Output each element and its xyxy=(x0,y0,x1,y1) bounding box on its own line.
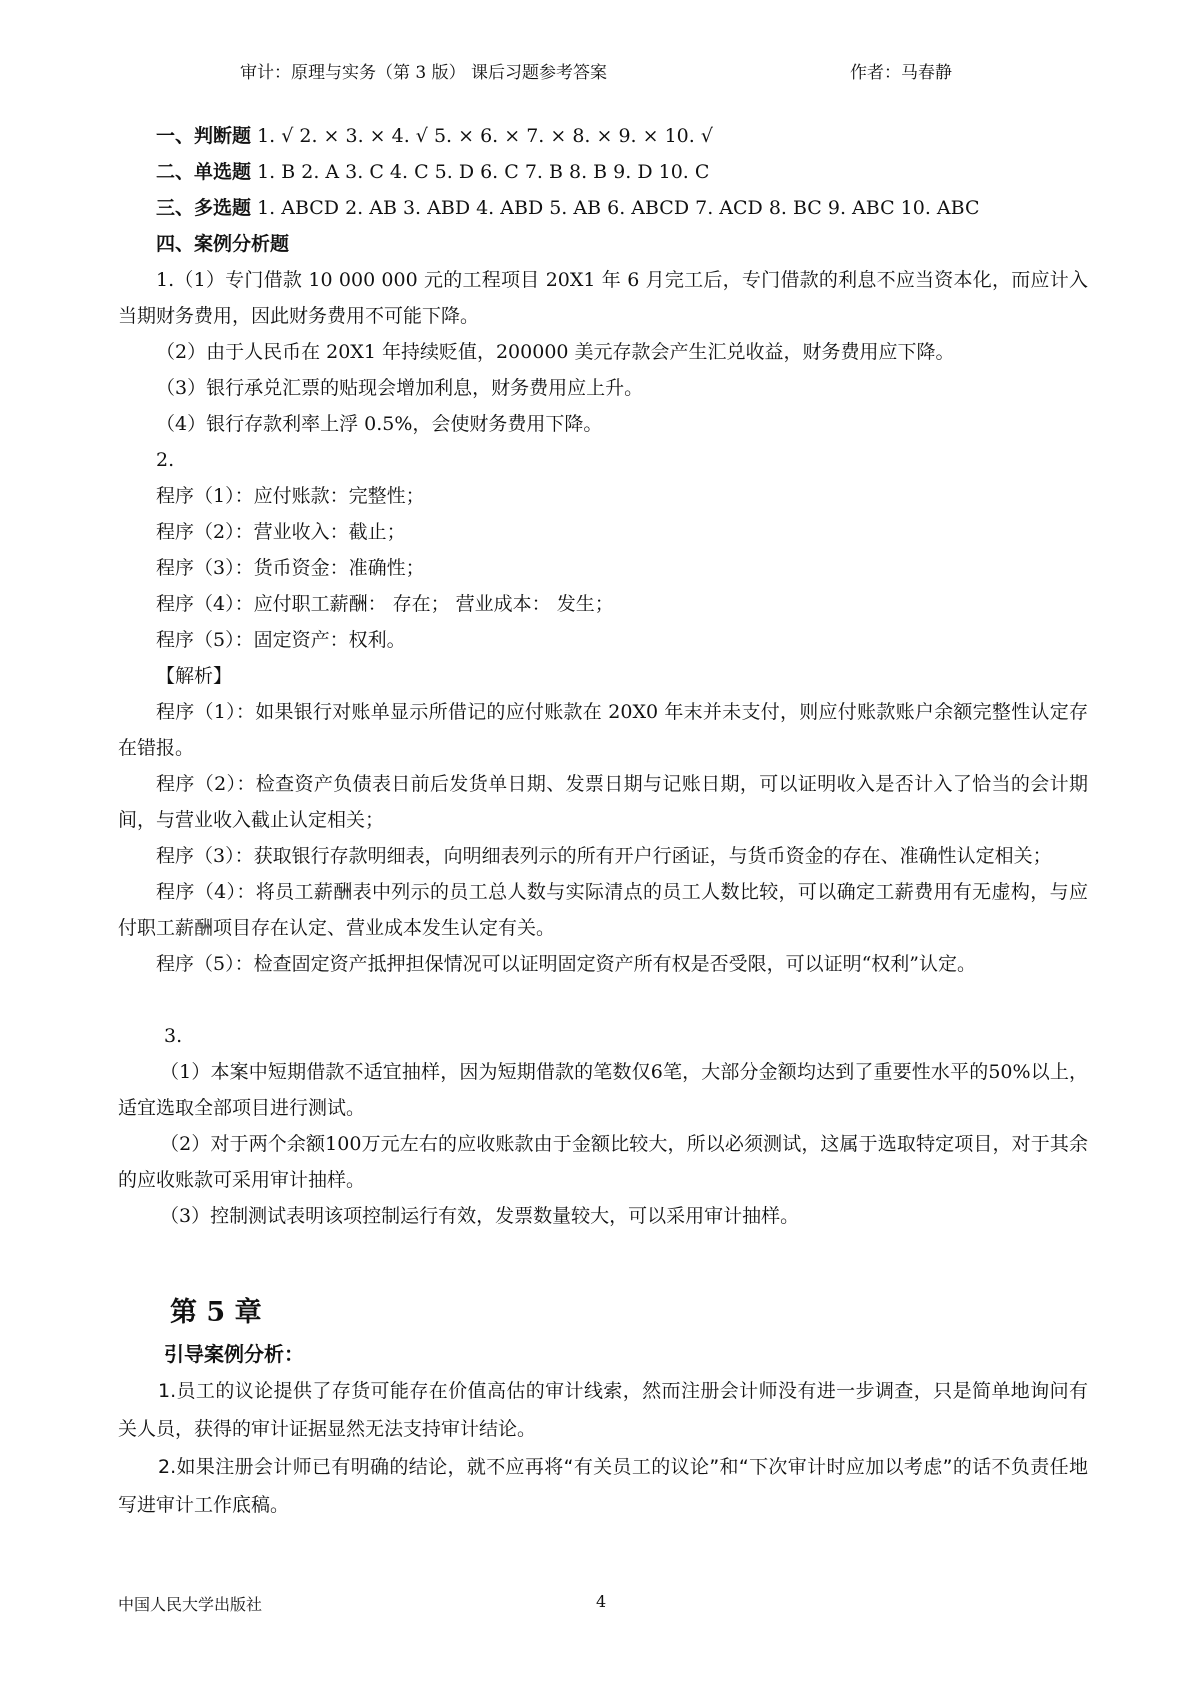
q2-item: 程序（5）：固定资产：权利。 xyxy=(156,629,406,651)
q2-analysis-paragraph: 程序（5）：检查固定资产抵押担保情况可以证明固定资产所有权是否受限，可以证明“权利”认定。 xyxy=(156,953,977,975)
judge-line xyxy=(118,118,1088,154)
q2-analysis-paragraph: 程序（3）：获取银行存款明细表，向明细表列示的所有开户行函证，与货币资金的存在、准确性认定相关； xyxy=(156,845,1052,867)
q3-paragraph-3: （3）控制测试表明该项控制运行有效，发票数量较大，可以采用审计抽样。 xyxy=(160,1205,800,1227)
multi-label: 三、多选题 xyxy=(156,197,252,219)
q2-item: 程序（1）：应付账款：完整性； xyxy=(156,485,425,507)
judge-answers: 1. √ 2. × 3. × 4. √ 5. × 6. × 7. × 8. × 9. × 10. √ xyxy=(257,125,713,147)
chapter-paragraph-1: 1.员工的议论提供了存货可能存在价值高估的审计线索，然而注册会计师没有进一步调查，只是简单地询问有关人员，获得的审计证据显然无法支持审计结论。 xyxy=(118,1380,1088,1440)
chapter-title: 第 5 章 xyxy=(170,1297,262,1328)
judge-label: 一、判断题 xyxy=(156,125,252,147)
q1-paragraph-1: 1.（1）专门借款 10 000 000 元的工程项目 20X1 年 6 月完工后，专门借款的利息不应当资本化，而应计入当期财务费用，因此财务费用不可能下降。 xyxy=(118,269,1088,327)
multi-line xyxy=(118,190,1088,226)
spacer xyxy=(118,982,1088,1018)
q2-analysis-label: 【解析】 xyxy=(156,665,233,687)
q3-paragraph-2: （2）对于两个余额100万元左右的应收账款由于金额比较大，所以必须测试，这属于选取特定项目，对于其余的应收账款可采用审计抽样。 xyxy=(118,1133,1088,1191)
document-body xyxy=(118,118,1088,1524)
q2-item: 程序（3）：货币资金：准确性； xyxy=(156,557,425,579)
case-label: 四、案例分析题 xyxy=(156,233,290,255)
header-author: 作者：马春静 xyxy=(850,63,952,83)
q1-paragraph-4: （4）银行存款利率上浮 0.5%，会使财务费用下降。 xyxy=(156,413,603,435)
single-answers: 1. B 2. A 3. C 4. C 5. D 6. C 7. B 8. B 9. D 10. C xyxy=(257,161,710,183)
q2-number: 2. xyxy=(156,449,175,471)
single-line xyxy=(118,154,1088,190)
footer-publisher: 中国人民大学出版社 xyxy=(118,1595,263,1614)
multi-answers: 1. ABCD 2. AB 3. ABD 4. ABD 5. AB 6. ABCD 7. ACD 8. BC 9. ABC 10. ABC xyxy=(257,197,980,219)
chapter-subheading: 引导案例分析： xyxy=(164,1342,304,1366)
q2-analysis-paragraph: 程序（1）：如果银行对账单显示所借记的应付账款在 20X0 年末并未支付，则应付账款账户余额完整性认定存在错报。 xyxy=(118,701,1088,759)
q2-item: 程序（2）：营业收入：截止； xyxy=(156,521,406,543)
header-title: 审计：原理与实务（第 3 版） 课后习题参考答案 xyxy=(240,63,608,83)
page-number: 4 xyxy=(596,1592,607,1611)
q3-paragraph-1: （1）本案中短期借款不适宜抽样，因为短期借款的笔数仅6笔，大部分金额均达到了重要性水平的50%以上，适宜选取全部项目进行测试。 xyxy=(118,1061,1088,1119)
chapter-paragraph-2: 2.如果注册会计师已有明确的结论，就不应再将“有关员工的议论”和“下次审计时应加以考虑”的话不负责任地写进审计工作底稿。 xyxy=(118,1456,1088,1516)
q2-item: 程序（4）：应付职工薪酬： 存在； 营业成本： 发生； xyxy=(156,593,614,615)
q2-analysis-paragraph: 程序（4）：将员工薪酬表中列示的员工总人数与实际清点的员工人数比较，可以确定工薪费用有无虚构，与应付职工薪酬项目存在认定、营业成本发生认定有关。 xyxy=(118,881,1088,939)
q2-analysis-paragraph: 程序（2）：检查资产负债表日前后发货单日期、发票日期与记账日期，可以证明收入是否计入了恰当的会计期间，与营业收入截止认定相关； xyxy=(118,773,1088,831)
q1-paragraph-2: （2）由于人民币在 20X1 年持续贬值，200000 美元存款会产生汇兑收益，财务费用应下降。 xyxy=(156,341,955,363)
single-label: 二、单选题 xyxy=(156,161,252,183)
q3-number: 3. xyxy=(164,1025,183,1047)
q1-paragraph-3: （3）银行承兑汇票的贴现会增加利息，财务费用应上升。 xyxy=(156,377,644,399)
